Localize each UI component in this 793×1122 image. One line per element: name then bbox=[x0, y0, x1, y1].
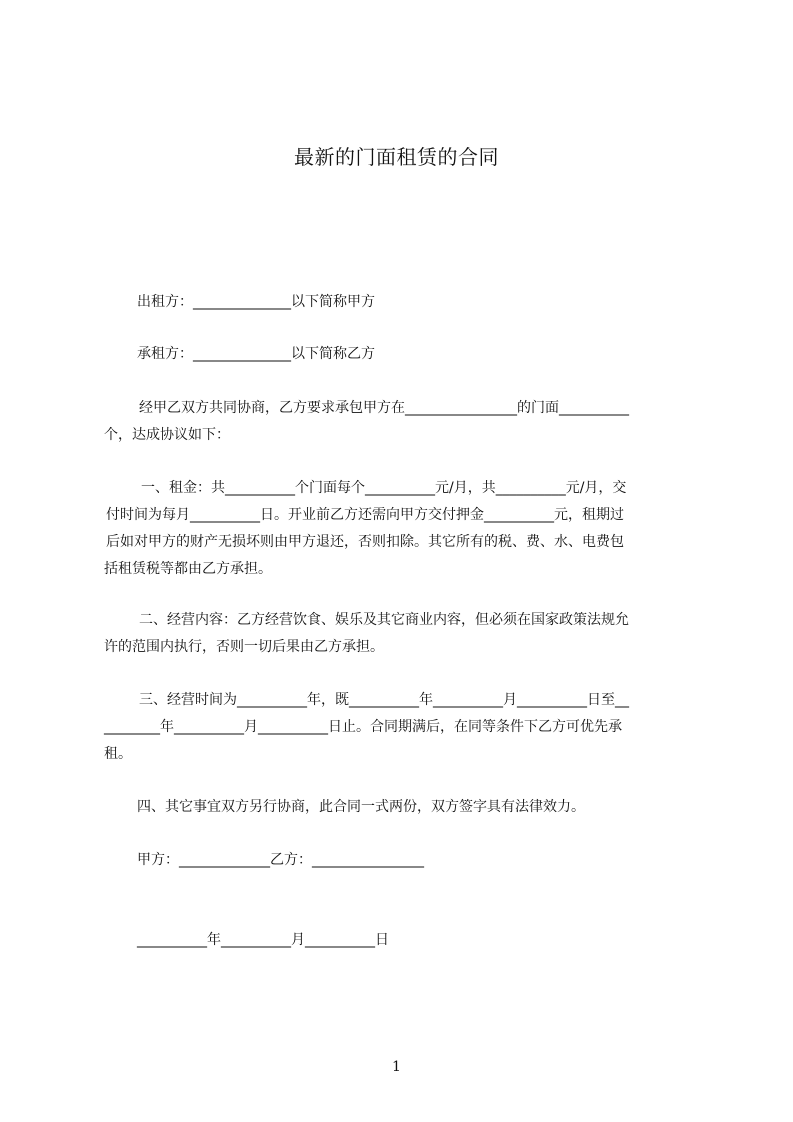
clause-3-line-3: 租。 bbox=[104, 746, 132, 762]
date-line: __________年__________月__________日 bbox=[137, 932, 389, 948]
clause-2-line-2: 许的范围内执行，否则一切后果由乙方承担。 bbox=[104, 639, 384, 655]
signature-line: 甲方：_____________乙方：________________ bbox=[137, 852, 424, 868]
clause-4-paragraph: 四、其它事宜双方另行协商，此合同一式两份，双方签字具有法律效力。 bbox=[137, 799, 585, 815]
intro-line-2: 个，达成协议如下： bbox=[104, 427, 230, 443]
document-title: 最新的门面租赁的合同 bbox=[294, 145, 499, 169]
page-number: 1 bbox=[392, 1059, 401, 1075]
intro-line-1: 经甲乙双方共同协商，乙方要求承包甲方在________________的门面__________ bbox=[139, 400, 629, 416]
clause-1-line-4: 括租赁税等都由乙方承担。 bbox=[104, 561, 272, 577]
clause-1-line-1: 一、租金：共__________个门面每个__________元/月，共__________元/月，交 bbox=[141, 480, 627, 496]
clause-3-line-2: ________年__________月__________日止。合同期满后，在同等条件下乙方可优先承 bbox=[104, 719, 622, 735]
clause-3-line-1: 三、经营时间为__________年，既__________年__________月__________日至__ bbox=[139, 692, 629, 708]
lessor-line: 出租方：______________以下简称甲方 bbox=[137, 294, 375, 310]
clause-1-line-2: 付时间为每月__________日。开业前乙方还需向甲方交付押金__________元，租期过 bbox=[106, 507, 624, 523]
lessee-line: 承租方：______________以下简称乙方 bbox=[137, 346, 375, 362]
clause-2-line-1: 二、经营内容：乙方经营饮食、娱乐及其它商业内容，但必须在国家政策法规允 bbox=[139, 612, 629, 628]
clause-1-line-3: 后如对甲方的财产无损坏则由甲方退还，否则扣除。其它所有的税、费、水、电费包 bbox=[106, 534, 624, 550]
